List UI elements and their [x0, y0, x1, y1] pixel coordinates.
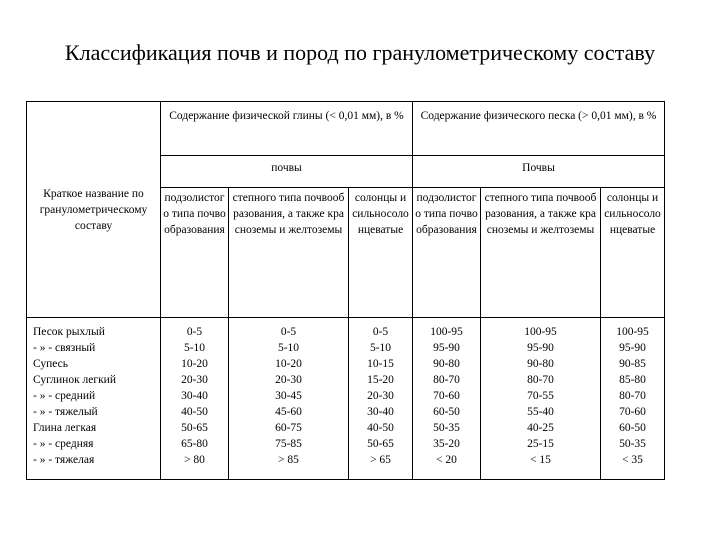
- clay-value: 20-30: [367, 390, 394, 402]
- soil-type-header: [349, 188, 413, 318]
- clay-value: 0-5: [186, 326, 203, 338]
- soil-name: - » - средняя: [33, 438, 94, 450]
- clay-value: 20-30: [181, 374, 208, 386]
- soil-type-label: солонцы и сильносолонцеватые: [352, 192, 409, 236]
- soil-name: - » - тяжелый: [33, 406, 98, 418]
- clay-value: 0-5: [372, 326, 389, 338]
- clay-value: > 65: [370, 454, 391, 466]
- sand-value: 100-95: [616, 326, 649, 338]
- sand-value: 35-20: [433, 438, 460, 450]
- sand-value: 80-70: [527, 374, 554, 386]
- clay-value: 0-5: [280, 326, 297, 338]
- sand-value: 40-25: [527, 422, 554, 434]
- sand-value: < 20: [436, 454, 457, 466]
- clay-value: 50-65: [181, 422, 208, 434]
- soil-type-header: [481, 188, 601, 318]
- soil-type-header: [229, 188, 349, 318]
- sand-value: 70-55: [527, 390, 554, 402]
- clay-value: 5-10: [277, 342, 300, 354]
- sand-value: 80-70: [433, 374, 460, 386]
- soil-type-label: солонцы и сильносолонцеватые: [604, 192, 661, 236]
- clay-values-column: [161, 318, 229, 480]
- soil-name: - » - связный: [33, 342, 96, 354]
- sand-value: 95-90: [619, 342, 646, 354]
- soil-type-label: подзолистого типа почвообразования: [163, 192, 226, 236]
- clay-values-column: [349, 318, 413, 480]
- sand-value: 55-40: [527, 406, 554, 418]
- clay-value: 60-75: [275, 422, 302, 434]
- clay-values-column: [229, 318, 349, 480]
- soil-name: Супесь: [33, 358, 69, 370]
- soil-names-column: [27, 318, 161, 480]
- sand-values-column: [481, 318, 601, 480]
- sand-value: 70-60: [433, 390, 460, 402]
- soil-type-label: подзолистого типа почвообразования: [415, 192, 478, 236]
- soil-name: Суглинок легкий: [33, 374, 116, 386]
- clay-value: > 80: [184, 454, 205, 466]
- soil-name: - » - тяжелая: [33, 454, 95, 466]
- data-row: [27, 318, 665, 480]
- clay-value: 10-15: [367, 358, 394, 370]
- clay-value: 10-20: [181, 358, 208, 370]
- row-header-cell: Краткое название по гранулометрическому составу: [27, 102, 161, 318]
- clay-value: 30-40: [367, 406, 394, 418]
- sand-value: 90-80: [527, 358, 554, 370]
- sand-value: 95-90: [433, 342, 460, 354]
- sand-values-column: [413, 318, 481, 480]
- clay-value: 50-65: [367, 438, 394, 450]
- group-subheader-clay: почвы: [161, 156, 413, 188]
- clay-value: 40-50: [181, 406, 208, 418]
- soil-type-header: [601, 188, 665, 318]
- sand-value: < 35: [622, 454, 643, 466]
- clay-value: 45-60: [275, 406, 302, 418]
- clay-value: 30-45: [275, 390, 302, 402]
- sand-value: 100-95: [430, 326, 463, 338]
- sand-value: 50-35: [433, 422, 460, 434]
- group-subheader-sand: Почвы: [413, 156, 665, 188]
- sand-value: 60-50: [433, 406, 460, 418]
- slide-title: Классификация почв и пород по гранулометрическому составу: [64, 40, 656, 65]
- sand-values-column: [601, 318, 665, 480]
- sand-value: 25-15: [527, 438, 554, 450]
- sand-value: 50-35: [619, 438, 646, 450]
- header-row-groups: [27, 102, 665, 156]
- clay-value: 30-40: [181, 390, 208, 402]
- sand-value: 85-80: [619, 374, 646, 386]
- clay-value: 15-20: [367, 374, 394, 386]
- clay-value: > 85: [278, 454, 299, 466]
- group-header-clay: Содержание физической глины (< 0,01 мм), в %: [161, 102, 413, 156]
- clay-value: 10-20: [275, 358, 302, 370]
- soil-type-label: степного типа почвообразования, а также красноземы и желтоземы: [484, 192, 597, 236]
- soil-name: Песок рыхлый: [33, 326, 105, 338]
- clay-value: 5-10: [369, 342, 392, 354]
- soil-type-label: степного типа почвообразования, а также красноземы и желтоземы: [232, 192, 345, 236]
- sand-value: 95-90: [527, 342, 554, 354]
- clay-value: 20-30: [275, 374, 302, 386]
- sand-value: 70-60: [619, 406, 646, 418]
- soil-name: - » - средний: [33, 390, 96, 402]
- soil-type-header: [161, 188, 229, 318]
- sand-value: 100-95: [524, 326, 557, 338]
- sand-value: 80-70: [619, 390, 646, 402]
- clay-value: 40-50: [367, 422, 394, 434]
- classification-table: [26, 101, 665, 480]
- sand-value: 90-85: [619, 358, 646, 370]
- clay-value: 5-10: [183, 342, 206, 354]
- sand-value: 90-80: [433, 358, 460, 370]
- soil-name: Глина легкая: [33, 422, 97, 434]
- clay-value: 65-80: [181, 438, 208, 450]
- sand-value: 60-50: [619, 422, 646, 434]
- clay-value: 75-85: [275, 438, 302, 450]
- group-header-sand: Содержание физического песка (> 0,01 мм), в %: [413, 102, 665, 156]
- soil-type-header: [413, 188, 481, 318]
- sand-value: < 15: [530, 454, 551, 466]
